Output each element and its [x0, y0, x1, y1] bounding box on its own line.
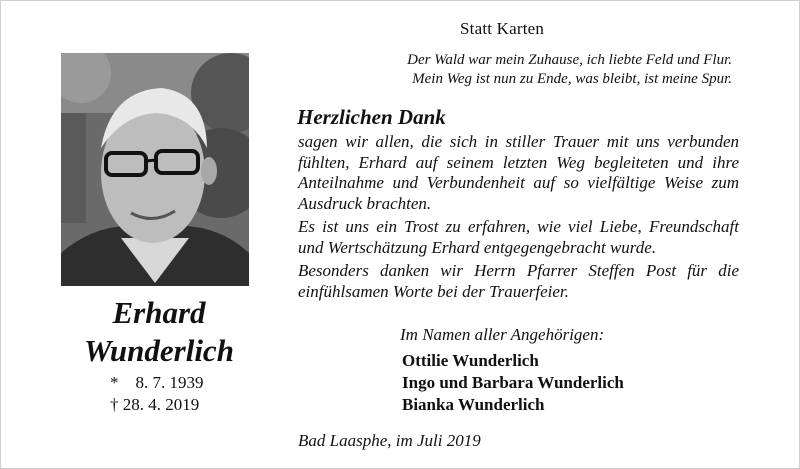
life-dates	[110, 372, 204, 416]
portrait-illustration	[61, 53, 249, 286]
on-behalf-line: Im Namen aller Angehörigen:	[400, 325, 605, 344]
portrait-photo	[61, 53, 249, 286]
thanks-heading: Herzlichen Dank	[297, 105, 446, 129]
family-member-name: Ottilie Wunderlich	[402, 351, 539, 370]
verse-line: Der Wald war mein Zuhause, ich liebte Feld und Flur.	[407, 52, 732, 68]
memorial-verse	[372, 51, 732, 89]
thanks-paragraph: Es ist uns ein Trost zu erfahren, wie viel Liebe, Freundschaft und Wertschätzung Erhard entgegengebracht wurde.	[298, 217, 739, 257]
last-name: Wunderlich	[84, 333, 234, 368]
place-and-date: Bad Laasphe, im Juli 2019	[298, 431, 481, 450]
header-statt-karten: Statt Karten	[460, 19, 545, 38]
deceased-name	[40, 294, 278, 370]
family-names	[402, 350, 624, 416]
birth-date: * 8. 7. 1939	[110, 373, 204, 392]
verse-line: Mein Weg ist nun zu Ende, was bleibt, ist meine Spur.	[412, 71, 732, 87]
death-date: † 28. 4. 2019	[110, 395, 200, 414]
thanks-body	[298, 132, 739, 305]
family-member-name: Ingo und Barbara Wunderlich	[402, 373, 624, 392]
first-name: Erhard	[112, 295, 206, 330]
thanks-paragraph: Besonders danken wir Herrn Pfarrer Steffen Post für die einfühlsamen Worte bei der Trauerfeier.	[298, 261, 739, 301]
family-member-name: Bianka Wunderlich	[402, 395, 545, 414]
thanks-paragraph: sagen wir allen, die sich in stiller Trauer mit uns verbunden fühlten, Erhard auf seinem letzten Weg begleiteten und ihre Anteilnahme und Verbundenheit auf so vielfältige Weise zum Ausdruck brachten.	[298, 132, 739, 213]
